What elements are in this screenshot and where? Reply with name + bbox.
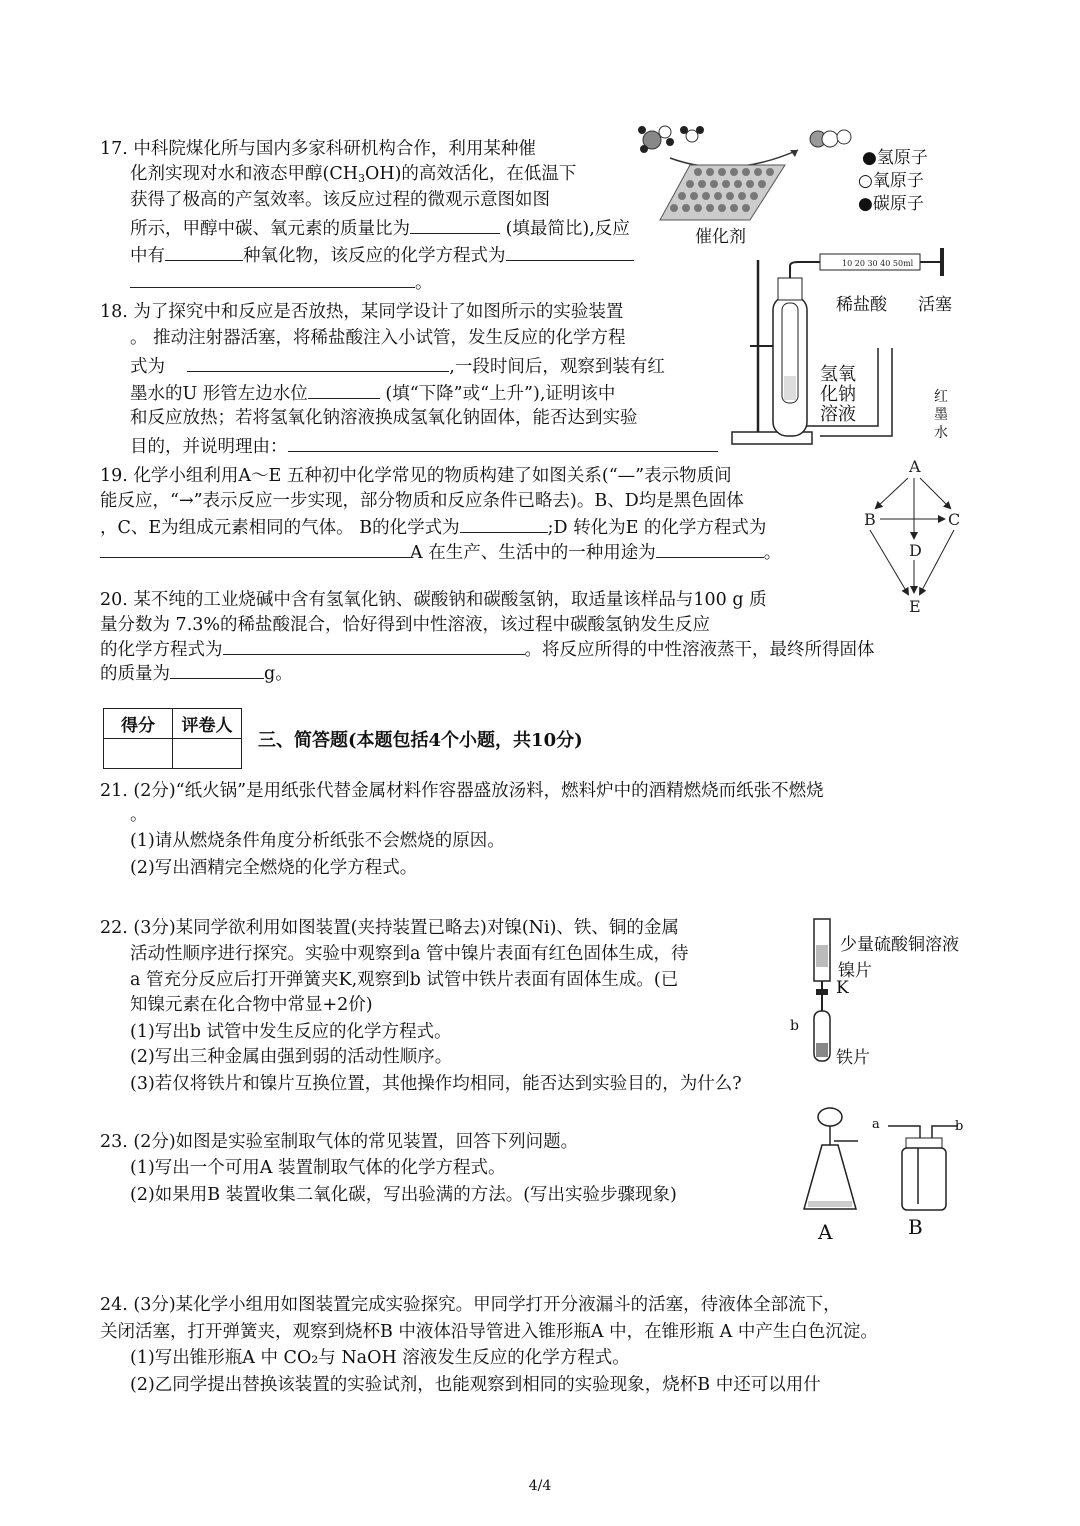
q22-line5: (1)写出b 试管中发生反应的化学方程式。 [130,1022,452,1042]
red-ink-label: 红 墨 水 [934,389,948,441]
q17-line4: 所示，甲醇中碳、氧元素的质量比为 (填最简比),反应 [130,215,630,241]
answer-blank [460,514,548,533]
catalyst-surface [660,165,785,220]
q18-line5: 和反应放热；若将氢氧化钠溶液换成氢氧化钠固体，能否达到实验 [130,408,638,428]
spring-clamp-k [816,989,828,995]
q23-line1: 23. (2分)如图是实验室制取气体的常见装置，回答下列问题。 [100,1132,579,1152]
q17-line1: 17. 中科院煤化所与国内多家科研机构合作，利用某种催 [100,139,536,159]
answer-blank [308,380,380,399]
piston-label: 活塞 [918,295,952,315]
node-a: A [909,457,921,476]
syringe-scale: 10 20 30 40 50ml [842,259,914,268]
catalyst-label: 催化剂 [695,227,746,247]
q21-line1: 21. (2分)“纸火锅”是用纸张代替金属材料作容器盛放汤料，燃料炉中的酒精燃烧而纸张不燃烧 [100,781,824,801]
q17-line6: 。 [130,269,433,295]
q19-line3: ，C、E为组成元素相同的气体。 B的化学式为 ;D 转化为E 的化学方程式为 [100,514,766,540]
port-a-label: a [872,1117,880,1132]
answer-blank [288,433,718,452]
grader-header: 评卷人 [173,709,242,739]
q23-line2: (1)写出一个可用A 装置制取气体的化学方程式。 [130,1158,506,1178]
section-title: 三、简答题(本题包括4个小题，共10分) [258,730,583,751]
hcl-label: 稀盐酸 [836,295,887,315]
edge-b-e [870,530,908,594]
q22-line7: (3)若仅将铁片和镍片互换位置，其他操作均相同，能否达到实验目的，为什么? [130,1074,742,1094]
q18-line3: 式为 ,一段时间后，观察到装有红 [130,353,665,379]
q20-line1: 20. 某不纯的工业烧碱中含有氢氧化钠、碳酸钠和碳酸氢钠，取适量该样品与100 g 质 [100,590,767,610]
node-c: C [948,510,961,529]
conical-flask [804,1145,856,1209]
q23-line3: (2)如果用B 装置收集二氧化碳，写出验满的方法。(写出实验步骤现象) [130,1185,677,1205]
q19-line2: 能反应，“→”表示反应一步实现，部分物质和反应条件已略去)。B、D均是黑色固体 [100,491,744,511]
q21-line4: (2)写出酒精完全燃烧的化学方程式。 [130,858,418,878]
q22-line1: 22. (3分)某同学欲利用如图装置(夹持装置已略去)对镍(Ni)、铁、铜的金属 [100,918,679,938]
naoh-label: 氢氧 化钠 溶液 [820,364,856,425]
water-molecule [680,126,704,142]
edge-a-c [920,478,950,508]
answer-blank [165,242,243,261]
node-b: B [864,510,876,529]
answer-blank [100,539,410,558]
q17-line2: 化剂实现对水和液态甲醇$(CH_3OH)$的高效活化，在低温下 [130,164,577,185]
legend-oxygen: ○氧原子 [858,171,924,191]
q19-line1: 19. 化学小组利用A～E 五种初中化学常见的物质构建了如图关系(“—”表示物质间 [100,466,732,486]
rubber-stopper [778,278,802,300]
answer-blank [187,353,449,372]
q22-line4: 知镍元素在化合物中常显+2价) [130,995,373,1015]
methanol-molecule [638,126,674,153]
q24-line4: (2)乙同学提出替换该装置的实验试剂，也能观察到相同的实验现象，烧杯B 中还可以用什 [130,1375,821,1395]
q18-line6: 目的，并说明理由： [130,433,718,459]
answer-blank [506,242,634,261]
nickel-sheet [816,945,828,967]
answer-blank [656,539,764,558]
score-header: 得分 [104,709,173,739]
q24-line1: 24. (3分)某化学小组用如图装置完成实验探究。甲同学打开分液漏斗的活塞，待液体全部流下， [100,1295,841,1315]
q18-line1: 18. 为了探究中和反应是否放热，某同学设计了如图所示的实验装置 [100,302,624,322]
port-b-label: b [955,1119,964,1134]
score-table [103,708,242,769]
edge-a-b [876,478,908,508]
apparatus-a [800,1105,860,1220]
delivery-tube [790,262,820,278]
node-d: D [909,541,922,560]
q24-line3: (1)写出锥形瓶A 中 CO₂与 NaOH 溶液发生反应的化学方程式。 [130,1348,630,1368]
label-b: B [908,1215,923,1239]
q21-line2: 。 [130,805,148,825]
grader-cell[interactable] [173,739,242,769]
q22-line3: a 管充分反应后打开弹簧夹K,观察到b 试管中铁片表面有固体生成。(已 [130,970,679,990]
nickel-label: 镍片 [838,961,872,981]
bottle-stopper [906,1138,942,1148]
naoh-solution [784,376,796,400]
iron-label: 铁片 [836,1048,870,1068]
cuso4-label: 少量硫酸铜溶液 [840,935,959,955]
separatory-funnel [818,1108,842,1126]
q22-line6: (2)写出三种金属由强到弱的活动性顺序。 [130,1047,453,1067]
q20-line4: 的质量为 g。 [100,660,293,686]
answer-blank [170,660,264,679]
q19-line4: A 在生产、生活中的一种用途为 。 [100,539,781,565]
q22-line2: 活动性顺序进行探究。实验中观察到a 管中镍片表面有红色固体生成，待 [130,944,689,964]
flask-liquid [808,1201,852,1207]
q21-line3: (1)请从燃烧条件角度分析纸张不会燃烧的原因。 [130,831,505,851]
q19-relation-diagram [858,456,968,616]
q20-line3: 的化学方程式为 。将反应所得的中性溶液蒸干，最终所得固体 [100,636,875,662]
answer-blank [130,269,415,288]
q18-line2: 。 推动注射器活塞，将稀盐酸注入小试管，发生反应的化学方程 [130,328,626,348]
label-a: A [818,1220,833,1244]
page-number: 4/4 [528,1478,552,1494]
answer-blank [223,636,525,655]
score-cell[interactable] [104,739,173,769]
q24-line2: 关闭活塞，打开弹簧夹，观察到烧杯B 中液体沿导管进入锥形瓶A 中，在锥形瓶 A 中产生白色沉淀。 [100,1322,878,1342]
gas-bottle [902,1148,946,1210]
q18-line4: 墨水的U 形管左边水位 (填“下降”或“上升”),证明该中 [130,380,615,406]
piston-handle [940,248,944,276]
q17-line3: 获得了极高的产氢效率。该反应过程的微观示意图如图 [130,190,550,210]
q17-line5: 中有 种氧化物，该反应的化学方程式为 [130,242,634,268]
node-e: E [909,597,921,616]
b-label: b [790,1018,799,1034]
q20-line2: 量分数为 7.3%的稀盐酸混合，恰好得到中性溶液，该过程中碳酸氢钠发生反应 [100,615,711,635]
k-label: K [836,978,849,998]
answer-blank [410,215,500,234]
q17-molecule-diagram [630,120,810,235]
legend-hydrogen: ●氢原子 [862,148,928,168]
q17-product-molecules [800,125,860,155]
iron-sheet [816,1043,828,1057]
edge-c-e [920,530,954,594]
legend-carbon: ●碳原子 [858,194,924,214]
